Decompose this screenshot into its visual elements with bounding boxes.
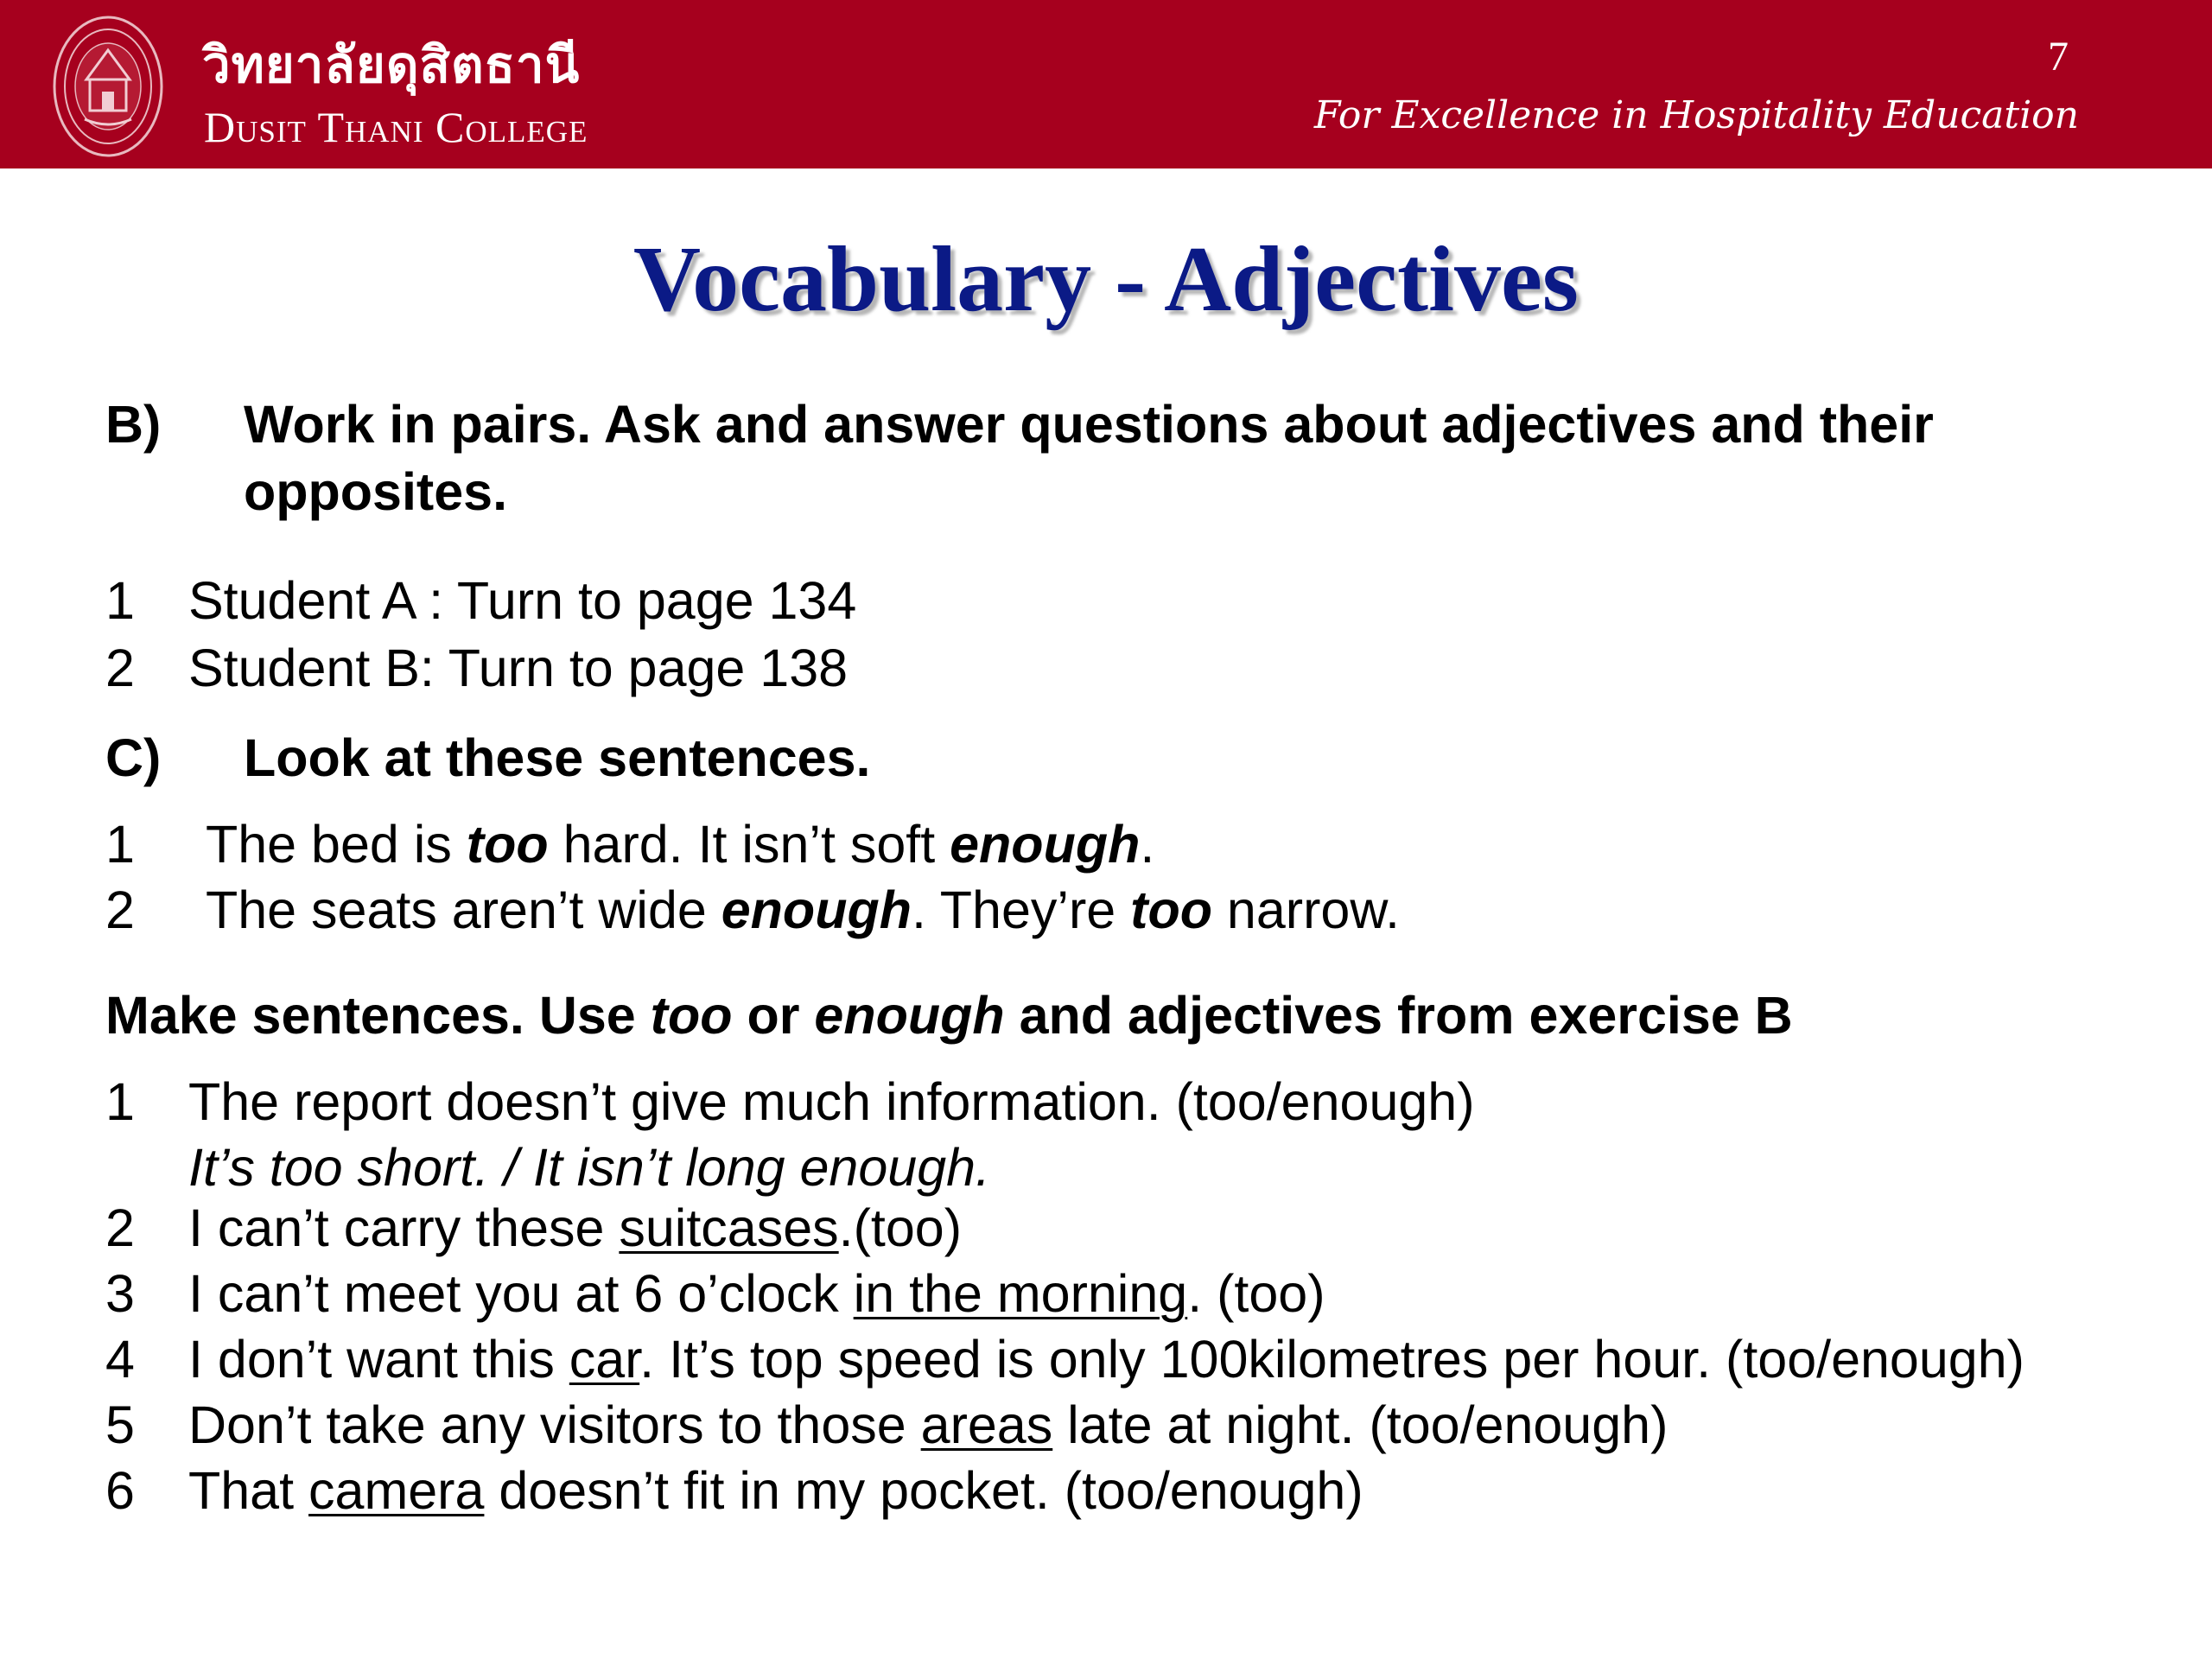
- section-c-marker: C): [105, 728, 162, 787]
- item-text: The report doesn’t give much information. (too/enough): [188, 1072, 1475, 1131]
- item-text: The seats aren’t wide enough. They’re too narrow.: [206, 880, 1400, 939]
- college-name: Dusit Thani College: [204, 103, 588, 151]
- keyword-too: too: [650, 986, 733, 1045]
- item-text: The bed is too hard. It isn’t soft enough.: [206, 815, 1155, 874]
- item-number: 3: [105, 1264, 135, 1323]
- item-number: 2: [105, 880, 135, 939]
- item-number: 5: [105, 1395, 135, 1454]
- underlined-word: camera: [308, 1461, 485, 1520]
- section-b-marker: B): [105, 395, 162, 454]
- tagline: For Excellence in Hospitality Education: [1313, 93, 2079, 137]
- item-text: Student B: Turn to page 138: [188, 639, 849, 697]
- underlined-word: in the morning: [853, 1264, 1188, 1323]
- header-banner: [0, 0, 2212, 168]
- section-b-instruction-line2: opposites.: [244, 462, 508, 521]
- item-number: 1: [105, 571, 135, 630]
- exercise-heading: Make sentences. Use too or enough and adjectives from exercise B: [105, 986, 1793, 1045]
- college-thai-name: วิทยาลัยดุสิตธานี: [202, 35, 581, 94]
- item-number: 1: [105, 815, 135, 874]
- item-text: Student A : Turn to page 134: [188, 571, 857, 630]
- underlined-word: suitcases: [619, 1198, 839, 1257]
- underlined-word: car: [569, 1330, 640, 1389]
- item-number: 2: [105, 639, 135, 697]
- keyword-enough: enough: [721, 880, 912, 939]
- section-c-heading: Look at these sentences.: [244, 728, 871, 787]
- keyword-enough: enough: [814, 986, 1005, 1045]
- item-text: I can’t carry these suitcases.(too): [188, 1198, 963, 1257]
- keyword-enough: enough: [950, 815, 1141, 874]
- college-seal-logo: [50, 12, 166, 161]
- keyword-too: too: [1130, 880, 1212, 939]
- item-text: Don’t take any visitors to those areas late at night. (too/enough): [188, 1395, 1669, 1454]
- item-number: 6: [105, 1461, 135, 1520]
- item-text: I don’t want this car. It’s top speed is only 100kilometres per hour. (too/enough): [188, 1330, 2024, 1389]
- item-number: 4: [105, 1330, 135, 1389]
- item-number: 2: [105, 1198, 135, 1257]
- page-number: 7: [2048, 34, 2069, 79]
- example-answer: It’s too short. / It isn’t long enough.: [188, 1138, 990, 1197]
- item-text: I can’t meet you at 6 o’clock in the morning. (too): [188, 1264, 1325, 1323]
- item-text: That camera doesn’t fit in my pocket. (too/enough): [188, 1461, 1363, 1520]
- slide-title: Vocabulary - Adjectives: [633, 228, 1579, 331]
- keyword-too: too: [466, 815, 549, 874]
- item-number: 1: [105, 1072, 135, 1131]
- section-b-instruction-line1: Work in pairs. Ask and answer questions about adjectives and their: [244, 395, 1934, 454]
- underlined-word: areas: [920, 1395, 1053, 1454]
